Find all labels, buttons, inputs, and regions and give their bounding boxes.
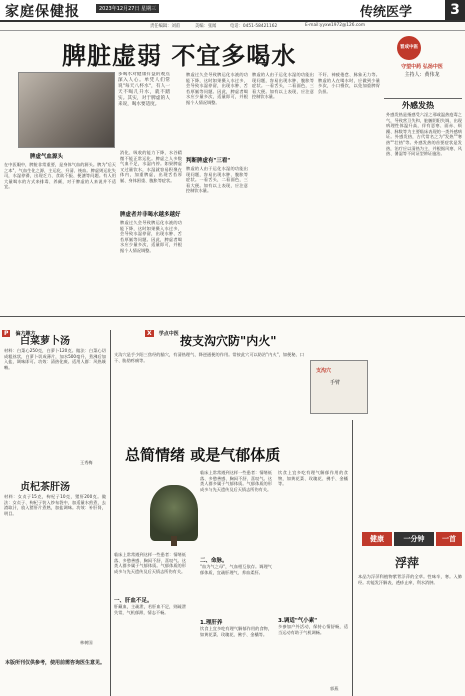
section-divider	[0, 316, 465, 317]
recipe1-author: 王秀梅	[80, 460, 93, 465]
subhead-2: 脾虚者并非喝水越多越好	[120, 212, 181, 218]
article2-sub2: 二、命脉。	[200, 558, 228, 564]
issue-date: 2023年12月27日 星期三	[96, 4, 159, 13]
tree-trunk	[171, 536, 177, 546]
logo-line1: 守望中药 弘扬中医	[401, 64, 443, 70]
page-number: 3	[445, 0, 465, 20]
recipe1-text: 材料：白菜心250克，白萝卜120克。做法：白菜心切成粗丝状，白萝卜切成薄片，加水500毫升，煮沸后加入盐，调味即可。功效：清热化痰。适用人群：风热咳嗽。	[4, 348, 106, 370]
tag-learn-tcm: X 学点中医	[147, 330, 179, 337]
feature-col3: 脾虚过久会导致脾运化水液的功能下降，这时如果摄入水过多，会导致水湿停留，出现水肿、舌苔厚腻等问题。因此，脾虚者喝水应少量多次，适量即可，并根据个人情况调整。	[186, 72, 248, 105]
right-title: 外感发热	[402, 101, 434, 110]
editor-line: 责任编辑：刘甫	[150, 24, 181, 29]
herb-title: 浮萍	[395, 556, 420, 570]
acupoint-intro: 支沟穴是手少阳三焦经的腧穴，有清热理气、降逆通便的作用。常按此穴可以防治"内火"，如便秘、口干、胁肋疼痛等。	[114, 352, 304, 363]
newspaper-logo: 家庭保健报	[5, 4, 80, 20]
feature-col3b: 脾虚的人由于运化水湿的功能出现问题，容易出现水肿、腹胀等症状。一看舌头，二看面色，三看大便。如有以上表现，应注意控制饮水量。	[186, 166, 248, 194]
column-divider-right	[352, 420, 353, 696]
subhead-3: 判断脾虚有"三看"	[186, 158, 231, 164]
right-col-text: 外感发热是指感受六淫之邪或温热疫毒之气，导致营卫失和，脏腑阴阳失调，出现病理性体温升高，伴有恶寒、面赤、烦躁、脉数等为主要临床表现的一类外感病证。外感发热，古代常名之为"发热""寒热""壮热"等。外感发热的首要症状是发热，治疗应以清热为主，并根据风寒、风热、暑湿等不同证型辨证施治。	[386, 112, 462, 157]
subhead-1: 脾虚气血源头	[30, 154, 64, 160]
footer-note: 本版所刊仅供参考，使用前需咨询医生意见。	[4, 660, 105, 666]
column-divider	[110, 330, 111, 696]
tag-icon: X	[147, 330, 152, 337]
article2-text-a2: 临床上常常遇到这样一些患者：情绪低落、多愁善感、胸闷不舒、喜叹气。这类人群多属于气郁体质。气郁体质的形成多与先天遗传及后天情志所伤有关。	[200, 470, 272, 492]
acupoint-label: 支沟穴	[316, 368, 332, 374]
tag-folk-remedy: P 偏方趣方	[4, 330, 36, 337]
article2-text-b: 肝藏血，主疏泄，若肝血不足，则疏泄失常，气机郁滞，情志不畅。	[114, 604, 186, 615]
feature-intro: 多喝水对健康有益的观点深入人心。单凭人们常说"每天八杯水"，有人一天不喝几升水，就不踏实。其实，对于脾虚的人来说，喝水要适度。	[118, 72, 170, 107]
feature-col4: 脾虚的人由于运化水湿的功能出现问题，容易出现水肿、腹胀等症状。一看舌头，二看面色，三看大便。如有以上表现，应注意控制饮水量。	[252, 72, 314, 100]
email-line: E-mail:yyxw1972@126.com	[305, 23, 366, 28]
editor-bar	[0, 22, 465, 31]
article2-sub4: 3.调适"气小素"	[278, 618, 318, 624]
herb-text: 本品为浮萍科植物紫背浮萍的全草。性味辛，寒。入肺经。功能发汗解表，透疹止痒，利水消肿。	[358, 574, 462, 585]
feature-col2: 消化、吸收的能力下降，水谷精微不能正常运化。脾虚之人多数气血不足，水湿内停。如果脾虚又过量饮水，水湿就容易积聚在体内，加重脾虚，出现舌苔厚腻、身体困重、腹胀等症状。	[120, 150, 182, 183]
badge-one: 一首	[436, 532, 462, 546]
article2-title: 总简情绪 或是气郁体质	[125, 446, 281, 464]
feature-headline: 脾脏虚弱 不宜多喝水	[62, 41, 297, 70]
feature-col1: 在中医眼中，脾脏非常重要，是身体气血的源头。脾为"后天之本"，气血生化之源，主运化、升清、统血。脾虚则运化失司，水湿停滞，出现乏力、食欲不振、便溏等问题。有人用大量喝水的方式来排毒、养颜，对于脾虚的人来说并不适宜。	[4, 162, 116, 190]
article2-text-e: 多参加户外活动，保持心情舒畅，适当运动有助于气机调畅。	[278, 624, 348, 635]
recipe2-title: 贞杞茶肝汤	[20, 482, 70, 493]
phone-line: 电话：0451-58421162	[230, 24, 278, 29]
right-divider	[384, 98, 462, 99]
tree-illustration	[150, 485, 198, 541]
feature-col5: 不好、神疲倦怠、脉象无力等。脾虚的人在喝水时，应做到少量多次，小口慢饮，以免加重脾胃负担。	[318, 72, 380, 94]
recipe1-title: 白菜萝卜汤	[20, 336, 70, 347]
article2-author: 郭燕	[330, 686, 339, 691]
acupoint-title: 按支沟穴防"内火"	[180, 334, 277, 348]
design-line: 美编：张闻	[195, 24, 217, 29]
acupoint-label2: 手臂	[330, 380, 341, 386]
logo-line2: 主持人：黄伟龙	[404, 72, 440, 78]
feature-photo	[18, 72, 115, 148]
article2-sub1: 一、肝血不足。	[114, 598, 153, 604]
seal-icon: 晋成中医	[397, 36, 421, 60]
recipe2-author: 林树国	[80, 640, 93, 645]
badge-health: 健康	[362, 532, 392, 546]
article2-text-a: 临床上常常遇到这样一些患者：情绪低落、多愁善感、胸闷不舒、喜叹气。这类人群多属于气郁体质。气郁体质的形成多与先天遗传及后天情志所伤有关。	[114, 552, 186, 574]
article2-sub3: 1.理肝养	[200, 620, 223, 626]
tag-icon: P	[4, 330, 9, 337]
article2-text-c: "血为气之母"，气血相互依存。调理气郁体质，宜疏肝理气、养血柔肝。	[200, 564, 272, 575]
feature-col2b: 脾虚过久会导致脾运化水液的功能下降，这时如果摄入水过多，会导致水湿停留，出现水肿、舌苔厚腻等问题。因此，脾虚者喝水应少量多次，适量即可，并根据个人情况调整。	[120, 220, 182, 253]
section-title: 传统医学	[360, 5, 413, 20]
article2-text-d2: 饮食上宜多吃有理气解郁作用的食物，如黄花菜、玫瑰花、佛手、金橘等。	[278, 470, 348, 487]
recipe2-text: 材料：女贞子15克，枸杞子10克，猪肝200克。做法：女贞子、枸杞子装入纱布袋中，加适量水煎煮，去渣取汁，放入猪肝片煮熟，加盐调味。功效：补肝肾，明目。	[4, 494, 106, 516]
badge-minute: 一分钟	[394, 532, 434, 546]
article2-text-d: 饮食上宜多吃有理气解郁作用的食物，如黄花菜、玫瑰花、佛手、金橘等。	[200, 626, 272, 637]
